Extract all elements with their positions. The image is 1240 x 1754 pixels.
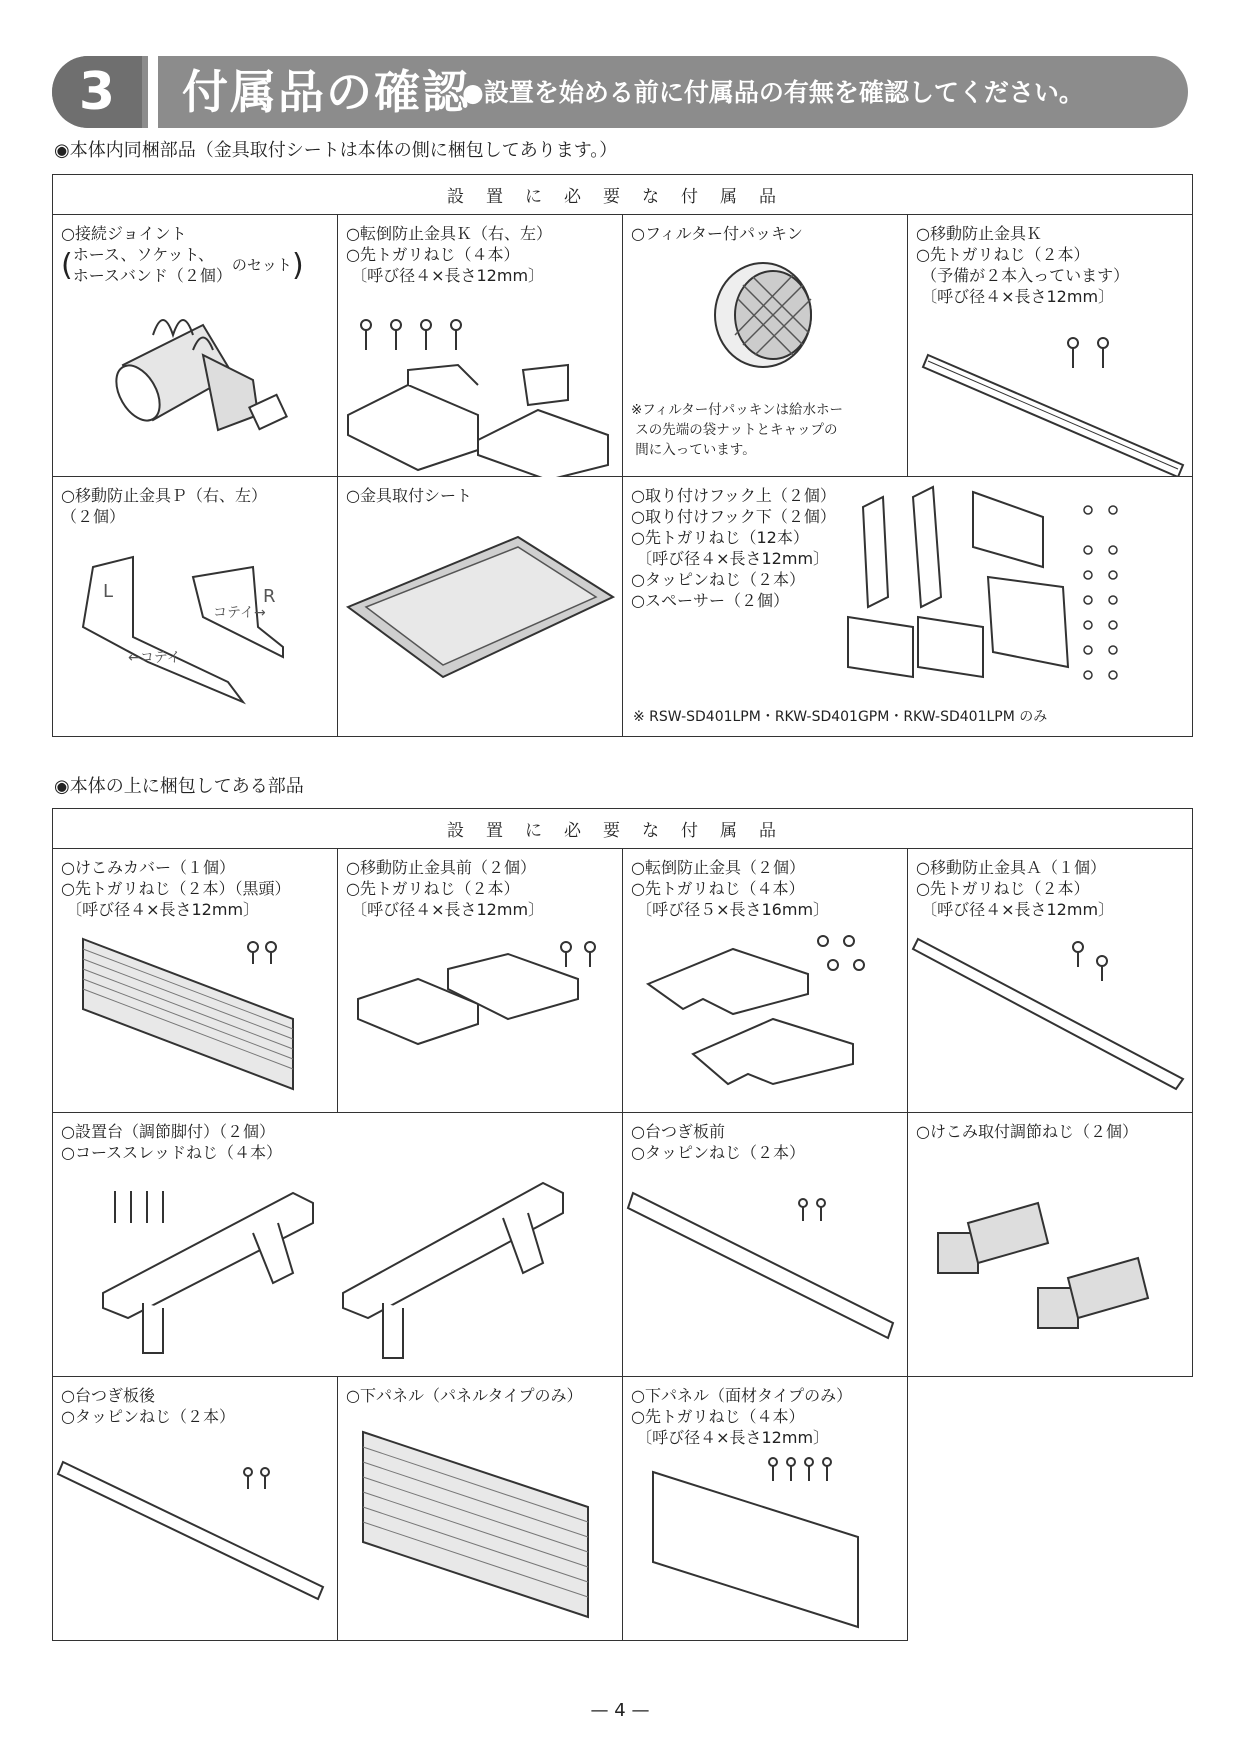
screw-icon	[451, 320, 461, 350]
cell-stand	[53, 1113, 623, 1377]
joint-back-illustration	[53, 1377, 338, 1641]
page-number: — 4 —	[590, 1700, 650, 1721]
stand-illustration	[53, 1113, 623, 1377]
cell-kick-screw	[908, 1113, 1193, 1377]
move-k-illustration	[908, 215, 1193, 477]
lower-panel-face-illustration	[623, 1377, 908, 1641]
screw-icon	[1097, 956, 1107, 981]
cell-joint-back	[53, 1377, 338, 1641]
screw-icon	[818, 936, 854, 946]
screw-icon	[266, 942, 276, 964]
filter-note: ※フィルター付パッキンは給水ホー スの先端の袋ナットとキャップの 間に入っています。	[631, 402, 844, 458]
move-k-label: ○移動防止金具Ｋ ○先トガリねじ（２本） （予備が２本入っています） 〔呼び径４×長さ12mm〕	[916, 224, 1130, 306]
section-subtitle: ●設置を始める前に付属品の有無を確認してください。	[462, 78, 1084, 107]
cell-tipover	[623, 849, 908, 1113]
screw-icon	[244, 1468, 252, 1489]
screw-icon	[585, 942, 595, 967]
screw-icon	[828, 960, 864, 970]
kick-screw-illustration	[908, 1113, 1193, 1377]
cell-move-a	[908, 849, 1193, 1113]
cell-kick-cover	[53, 849, 338, 1113]
screw-icon	[115, 1191, 163, 1223]
joint-illustration	[53, 215, 338, 477]
screw-icon	[769, 1458, 777, 1481]
move-p-illustration	[53, 477, 338, 737]
screw-icon	[1068, 338, 1078, 368]
joint-back-label: ○台つぎ板後 ○タッピンねじ（２本）	[61, 1386, 235, 1426]
screw-icon	[1084, 671, 1117, 679]
banner-separator	[148, 56, 158, 128]
cell-joint	[53, 215, 338, 477]
kick-cover-illustration	[53, 849, 338, 1113]
cell-lower-panel-face	[623, 1377, 908, 1641]
screw-icon	[1098, 338, 1108, 368]
lower-panel-face-label: ○下パネル（面材タイプのみ） ○先トガリねじ（４本） 〔呼び径４×長さ12mm〕	[631, 1386, 853, 1447]
screw-icon	[361, 320, 371, 350]
section1-label: ◉本体内同梱部品（金具取付シートは本体の側に梱包してあります。）	[54, 140, 618, 161]
table2-header: 設置に必要な付属品	[53, 809, 1193, 849]
section-banner	[52, 56, 1188, 128]
cell-move-k	[908, 215, 1193, 477]
cell-tipover-k	[338, 215, 623, 477]
joint-set: のセット	[231, 255, 292, 274]
cell-filter	[623, 215, 908, 477]
tipover-illustration	[623, 849, 908, 1113]
cell-joint-front	[623, 1113, 908, 1377]
screw-icon	[1084, 621, 1117, 629]
hooks-illustration	[623, 477, 1193, 737]
bracket-open: (	[61, 247, 73, 283]
table1-header: 設置に必要な付属品	[53, 175, 1193, 215]
cell-move-p	[53, 477, 338, 737]
screw-icon	[391, 320, 401, 350]
stand-label: ○設置台（調節脚付）（２個） ○コーススレッドねじ（４本）	[61, 1122, 283, 1162]
joint-items-2: ホースバンド（２個）	[72, 266, 232, 285]
screw-icon	[1084, 596, 1117, 604]
label-l: L	[103, 581, 114, 602]
screw-icon	[561, 942, 571, 967]
screw-icon	[823, 1458, 831, 1481]
cell-hooks	[623, 477, 1193, 737]
kick-screw-label: ○けこみ取付調節ねじ（２個）	[916, 1122, 1138, 1141]
kick-cover-label: ○けこみカバー（１個） ○先トガリねじ（２本）（黒頭） 〔呼び径４×長さ12mm〕	[61, 858, 291, 919]
move-a-label: ○移動防止金具Ａ（１個） ○先トガリねじ（２本） 〔呼び径４×長さ12mm〕	[916, 858, 1115, 919]
joint-label: ○接続ジョイント	[61, 224, 187, 243]
tipover-k-illustration	[338, 215, 623, 477]
joint-front-illustration	[623, 1113, 908, 1377]
move-front-label: ○移動防止金具前（２個） ○先トガリねじ（２本） 〔呼び径４×長さ12mm〕	[346, 858, 545, 919]
sheet-label: ○金具取付シート	[346, 486, 472, 505]
bracket-close: )	[291, 247, 304, 283]
lower-panel-label: ○下パネル（パネルタイプのみ）	[346, 1386, 583, 1405]
screw-icon	[787, 1458, 795, 1481]
parts-table-1	[52, 174, 1193, 737]
lower-panel-illustration	[338, 1377, 623, 1641]
screw-icon	[1084, 571, 1117, 579]
section-number: 3	[52, 56, 142, 128]
screw-icon	[817, 1199, 825, 1221]
hooks-note: ※ RSW-SD401LPM・RKW-SD401GPM・RKW-SD401LPM のみ	[633, 709, 1048, 725]
tipover-k-label: ○転倒防止金具Ｋ（右、左） ○先トガリねじ（４本） 〔呼び径４×長さ12mm〕	[346, 224, 552, 285]
label-r: R	[263, 586, 276, 607]
screw-icon	[421, 320, 431, 350]
empty-cell	[908, 1377, 1193, 1641]
cell-sheet	[338, 477, 623, 737]
screw-icon	[805, 1458, 813, 1481]
parts-table-2	[52, 808, 1193, 1641]
screw-icon	[1073, 942, 1083, 967]
joint-front-label: ○台つぎ板前 ○タッピンねじ（２本）	[631, 1122, 805, 1162]
section-title: 付属品の確認	[182, 65, 470, 119]
filter-label: ○フィルター付パッキン	[631, 224, 803, 243]
label-kotei-r: コテイ→	[213, 605, 266, 621]
screw-icon	[248, 942, 258, 964]
screw-icon	[1084, 646, 1117, 654]
screw-icon	[261, 1468, 269, 1489]
move-front-illustration	[338, 849, 623, 1113]
label-kotei-l: ←コテイ	[128, 650, 181, 666]
screw-icon	[1084, 546, 1117, 554]
move-p-label: ○移動防止金具Ｐ（右、左） （２個）	[61, 486, 267, 526]
cell-lower-panel	[338, 1377, 623, 1641]
sheet-illustration	[338, 477, 623, 737]
screw-icon	[1084, 506, 1117, 514]
screw-icon	[799, 1199, 807, 1221]
move-a-illustration	[908, 849, 1193, 1113]
cell-move-front	[338, 849, 623, 1113]
section2-label: ◉本体の上に梱包してある部品	[54, 776, 304, 797]
tipover-label: ○転倒防止金具（２個） ○先トガリねじ（４本） 〔呼び径５×長さ16mm〕	[631, 858, 830, 919]
hooks-label: ○取り付けフック上（２個） ○取り付けフック下（２個） ○先トガリねじ（12本） 〔呼び径４×長さ12mm〕 ○タッピンねじ（２本） ○スペーサー（２個）	[631, 486, 836, 610]
joint-items-1: ホース、ソケット、	[72, 245, 214, 264]
